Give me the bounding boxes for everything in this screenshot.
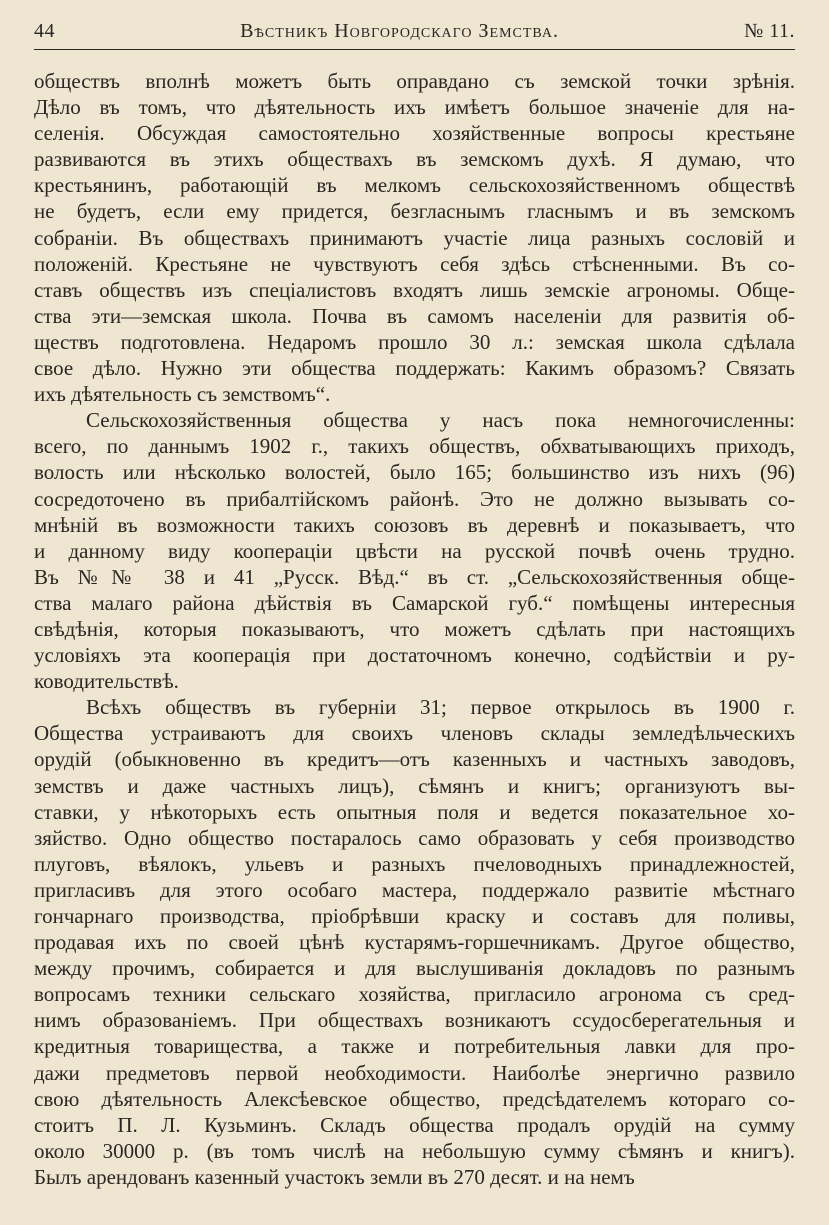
text-line: плуговъ, вѣялокъ, ульевъ и разныхъ пчеловодныхъ принадлежностей, [34, 851, 795, 876]
paragraph [34, 407, 795, 694]
text-line: положеній. Крестьяне не чувствуютъ себя здѣсь стѣсненными. Въ со- [34, 251, 795, 276]
text-line: свѣдѣнія, которыя показываютъ, что можетъ сдѣлать при настоящихъ [34, 616, 795, 641]
journal-title: Вѣстникъ Новгородскаго Земства. [240, 20, 559, 42]
text-line: около 30000 р. (въ томъ числѣ на небольшую сумму сѣмянъ и книгъ). [34, 1138, 795, 1163]
text-line: свое дѣло. Нужно эти общества поддержать: Какимъ образомъ? Связать [34, 356, 795, 381]
text-line: крестьянинъ, работающій въ мелкомъ сельскохозяйственномъ обществѣ [34, 173, 795, 198]
text-line: Дѣло въ томъ, что дѣятельность ихъ имѣетъ большое значеніе для на- [34, 95, 795, 120]
text-line: пригласивъ для этого особаго мастера, поддержало развитіе мѣстнаго [34, 877, 795, 902]
text-line: Былъ арендованъ казенный участокъ земли въ 270 десят. и на немъ [34, 1164, 635, 1189]
text-line: Въ №№ 38 и 41 „Русск. Вѣд.“ въ ст. „Сельскохозяйственныя обще- [34, 564, 795, 589]
text-line: ководительствѣ. [34, 669, 179, 694]
text-line: земствъ и даже частныхъ лицъ), сѣмянъ и книгъ; организуютъ вы- [34, 773, 795, 798]
paragraph [34, 694, 795, 1190]
text-line: вопросамъ техники сельскаго хозяйства, пригласило агронома съ сред- [34, 982, 795, 1007]
text-line: нимъ образованіемъ. При обществахъ возникаютъ ссудосберегательныя и [34, 1008, 795, 1033]
text-line: обществъ вполнѣ можетъ быть оправдано съ земской точки зрѣнія. [34, 69, 795, 93]
text-line: ства малаго района дѣйствія въ Самарской губ.“ помѣщены интересныя [34, 590, 795, 615]
text-line: и данному виду коопераціи цвѣсти на русской почвѣ очень трудно. [34, 538, 795, 563]
text-line: ществъ подготовлена. Недаромъ прошло 30 л.: земская школа сдѣлала [34, 329, 795, 354]
text-line: кредитныя товарищества, а также и потребительныя лавки для про- [34, 1034, 795, 1059]
text-line: развиваются въ этихъ обществахъ въ земскомъ духѣ. Я думаю, что [34, 147, 795, 172]
text-line: между прочимъ, собирается и для выслушиванія докладовъ по разнымъ [34, 956, 795, 981]
text-line: не будетъ, если ему придется, безгласнымъ гласнымъ и въ земскомъ [34, 199, 795, 224]
text-line: селенія. Обсуждая самостоятельно хозяйственные вопросы крестьяне [34, 121, 795, 146]
text-line: всего, по даннымъ 1902 г., такихъ обществъ, обхватывающихъ приходъ, [34, 434, 795, 459]
text-line: условіяхъ эта кооперація при достаточномъ конечно, содѣйствіи и ру- [34, 643, 795, 668]
text-line: Всѣхъ обществъ въ губерніи 31; первое открылось въ 1900 г. [86, 695, 795, 720]
body-text [34, 68, 795, 1190]
text-line: собраніи. Въ обществахъ принимаютъ участіе лица разныхъ сословій и [34, 225, 795, 250]
issue-number: № 11. [744, 20, 795, 42]
text-line: сосредоточено въ прибалтійскомъ районѣ. Это не должно вызывать со- [34, 486, 795, 511]
text-line: гончарнаго производства, пріобрѣвши краску и составъ для поливы, [34, 904, 795, 928]
text-line: ставъ обществъ изъ спеціалистовъ входятъ лишь земскіе агрономы. Обще- [34, 277, 795, 302]
text-line: продавая ихъ по своей цѣнѣ кустарямъ-горшечникамъ. Другое общество, [34, 930, 795, 955]
text-line: стоитъ П. Л. Кузьминъ. Складъ общества продалъ орудій на сумму [34, 1112, 795, 1137]
text-line: дажи предметовъ первой необходимости. Наиболѣе энергично развило [34, 1060, 795, 1085]
text-line: ства эти—земская школа. Почва въ самомъ населеніи для развитія об- [34, 303, 795, 328]
text-line: зяйство. Одно общество постаралось само образовать у себя производство [34, 825, 795, 850]
text-line: Сельскохозяйственныя общества у насъ пока немногочисленны: [86, 408, 795, 433]
text-line: свою дѣятельность Алексѣевское общество, предсѣдателемъ котораго со- [34, 1086, 795, 1111]
paragraph [34, 68, 795, 407]
running-head [34, 20, 795, 50]
text-line: Общества устраиваютъ для своихъ членовъ склады земледѣльческихъ [34, 721, 795, 746]
page-number: 44 [34, 20, 55, 42]
text-line: ставки, у нѣкоторыхъ есть опытныя поля и ведется показательное хо- [34, 799, 795, 824]
text-line: мнѣній въ возможности такихъ союзовъ въ деревнѣ и показываетъ, что [34, 512, 795, 537]
text-line: орудій (обыкновенно въ кредитъ—отъ казенныхъ и частныхъ заводовъ, [34, 747, 795, 772]
text-line: ихъ дѣятельность съ земствомъ“. [34, 382, 331, 407]
text-line: волость или нѣсколько волостей, было 165; большинство изъ нихъ (96) [34, 460, 795, 485]
